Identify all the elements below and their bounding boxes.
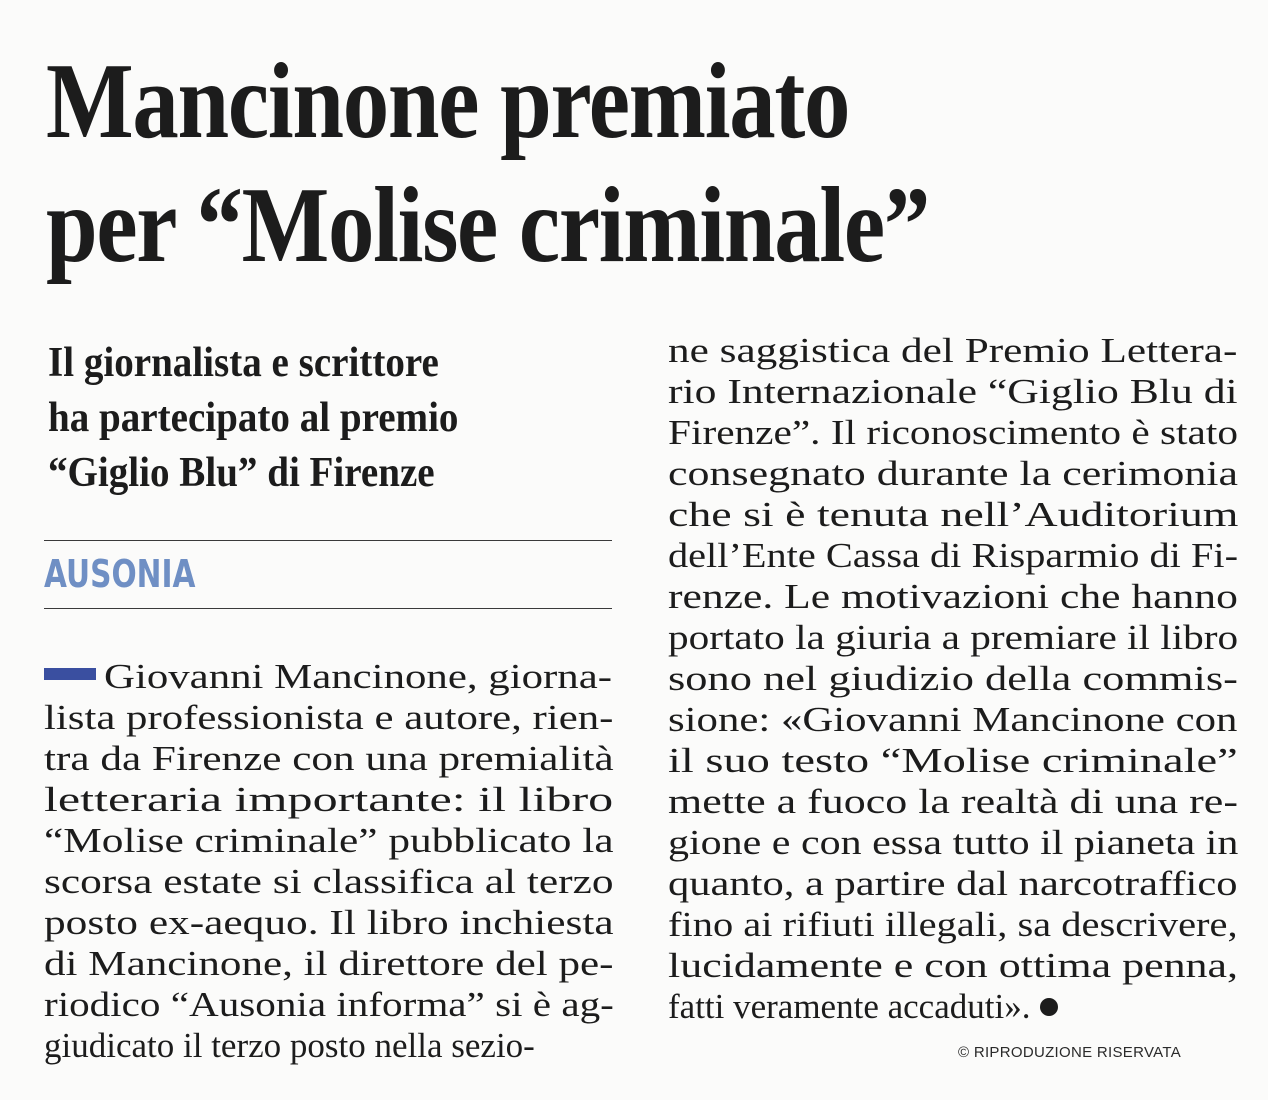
kicker-label: AUSONIA (44, 552, 196, 596)
body-line-text: sione: «Giovanni Mancinone con (668, 700, 1238, 739)
body-line (668, 494, 1238, 535)
body-line-text: ne saggistica del Premio Lettera- (668, 331, 1238, 370)
body-line-text: rio Internazionale “Giglio Blu di (668, 372, 1238, 411)
body-line-text: sono nel giudizio della commis- (668, 659, 1238, 698)
body-line (668, 617, 1238, 658)
body-line (668, 658, 1238, 699)
headline-line-1: Mancinone premiato (46, 42, 850, 161)
subtitle-line-3: “Giglio Blu” di Firenze (48, 450, 435, 496)
body-line (44, 820, 614, 861)
body-line (44, 656, 614, 697)
body-line (668, 945, 1238, 986)
body-line (668, 535, 1238, 576)
headline-line-2: per “Molise criminale” (46, 166, 930, 285)
body-line (44, 984, 614, 1025)
body-line (668, 330, 1238, 371)
body-line (668, 371, 1238, 412)
body-line (668, 699, 1238, 740)
body-line-text: tra da Firenze con una premialità (44, 739, 614, 778)
body-line-text: fino ai rifiuti illegali, sa descrivere, (668, 905, 1238, 944)
body-line (44, 943, 614, 984)
body-line-text: il suo testo “Molise criminale” (668, 741, 1238, 780)
body-line-text: gione e con essa tutto il pianeta in (668, 823, 1239, 862)
body-line (668, 453, 1238, 494)
body-line (668, 781, 1238, 822)
body-line-text: Giovanni Mancinone, giorna- (104, 657, 612, 696)
body-line-text: dell’Ente Cassa di Risparmio di Fi- (668, 536, 1239, 575)
body-line-text: lucidamente e con ottima penna, (668, 946, 1239, 985)
lead-marker-icon (44, 668, 96, 680)
end-dot-icon (1040, 998, 1058, 1016)
body-column-right (668, 330, 1238, 1027)
body-line (668, 822, 1238, 863)
body-column-left (44, 656, 614, 1066)
body-line-text: “Molise criminale” pubblicato la (44, 821, 614, 860)
body-line (44, 738, 614, 779)
body-line-text: lista professionista e autore, rien- (44, 698, 614, 737)
body-line (668, 740, 1238, 781)
body-line-text: consegnato durante la cerimonia (668, 454, 1239, 493)
body-line-text: riodico “Ausonia informa” si è ag- (44, 985, 614, 1024)
body-line-text: che si è tenuta nell’Auditorium (668, 495, 1239, 534)
body-line (668, 986, 1238, 1027)
body-line-text: quanto, a partire dal narcotraffico (668, 864, 1238, 903)
subtitle-line-1: Il giornalista e scrittore (48, 340, 439, 386)
kicker-rule-top (44, 540, 612, 541)
body-line-text: letteraria importante: il libro (44, 780, 614, 819)
body-line-text: mette a fuoco la realtà di una re- (668, 782, 1238, 821)
body-line-text: giudicato il terzo posto nella sezio- (44, 1026, 535, 1065)
body-line-text: scorsa estate si classifica al terzo (44, 862, 614, 901)
body-line (44, 861, 614, 902)
subtitle-line-2: ha partecipato al premio (48, 395, 459, 441)
body-line-text: renze. Le motivazioni che hanno (668, 577, 1238, 616)
subtitle (48, 336, 569, 501)
body-line-text: fatti veramente accaduti». (668, 987, 1031, 1026)
body-line (44, 779, 614, 820)
body-line (44, 902, 614, 943)
body-line (668, 412, 1238, 453)
body-line-text: posto ex-aequo. Il libro inchiesta (44, 903, 614, 942)
headline (46, 40, 1069, 288)
body-line (44, 1025, 614, 1066)
body-line (668, 904, 1238, 945)
kicker-rule-bottom (44, 608, 612, 609)
body-line (44, 697, 614, 738)
body-line-text: di Mancinone, il direttore del pe- (44, 944, 614, 983)
copyright-notice: © RIPRODUZIONE RISERVATA (958, 1044, 1182, 1061)
body-line (668, 576, 1238, 617)
body-line-text: Firenze”. Il riconoscimento è stato (668, 413, 1238, 452)
body-line (668, 863, 1238, 904)
body-line-text: portato la giuria a premiare il libro (668, 618, 1239, 657)
